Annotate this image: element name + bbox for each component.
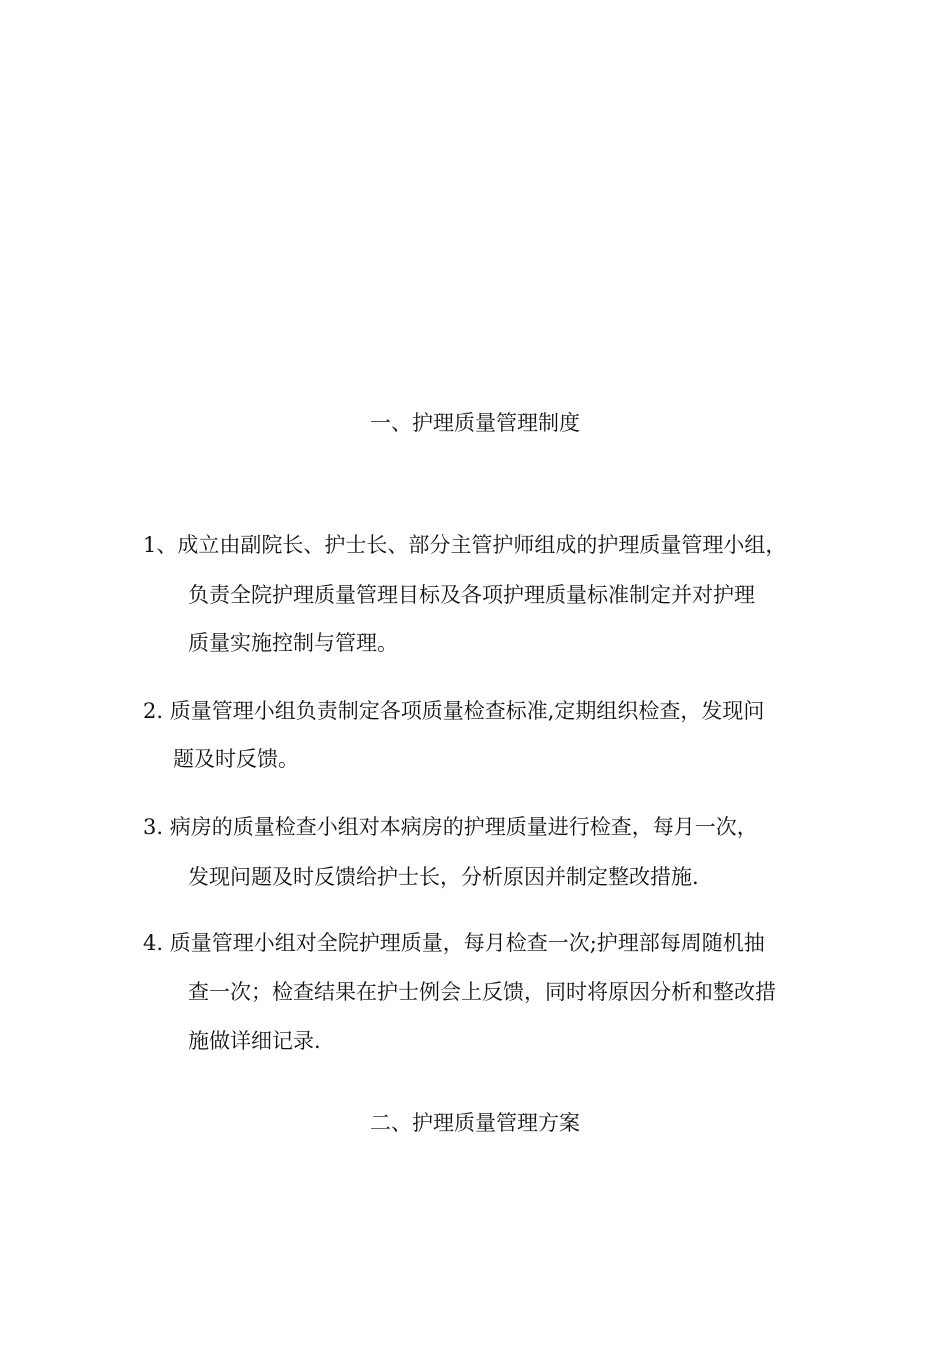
list-item-3-line-1: 3. 病房的质量检查小组对本病房的护理质量进行检查，每月一次， (143, 815, 758, 839)
list-item-4-line-3: 施做详细记录. (188, 1029, 321, 1053)
section-heading-1: 一、护理质量管理制度 (370, 411, 580, 435)
section-heading-2: 二、护理质量管理方案 (370, 1111, 580, 1135)
list-item-4-line-2: 查一次；检查结果在护士例会上反馈，同时将原因分析和整改措 (188, 980, 776, 1004)
list-item-4-line-1: 4. 质量管理小组对全院护理质量，每月检查一次;护理部每周随机抽 (143, 931, 765, 955)
list-item-1-line-1: 1、成立由副院长、护士长、部分主管护师组成的护理质量管理小组， (143, 533, 787, 557)
list-item-2-line-2: 题及时反馈。 (173, 747, 299, 771)
list-item-3-line-2: 发现问题及时反馈给护士长，分析原因并制定整改措施. (188, 865, 699, 889)
list-item-2-line-1: 2. 质量管理小组负责制定各项质量检查标准,定期组织检查，发现问 (143, 699, 765, 723)
list-item-1-line-2: 负责全院护理质量管理目标及各项护理质量标准制定并对护理 (188, 583, 755, 607)
list-item-1-line-3: 质量实施控制与管理。 (188, 631, 398, 655)
